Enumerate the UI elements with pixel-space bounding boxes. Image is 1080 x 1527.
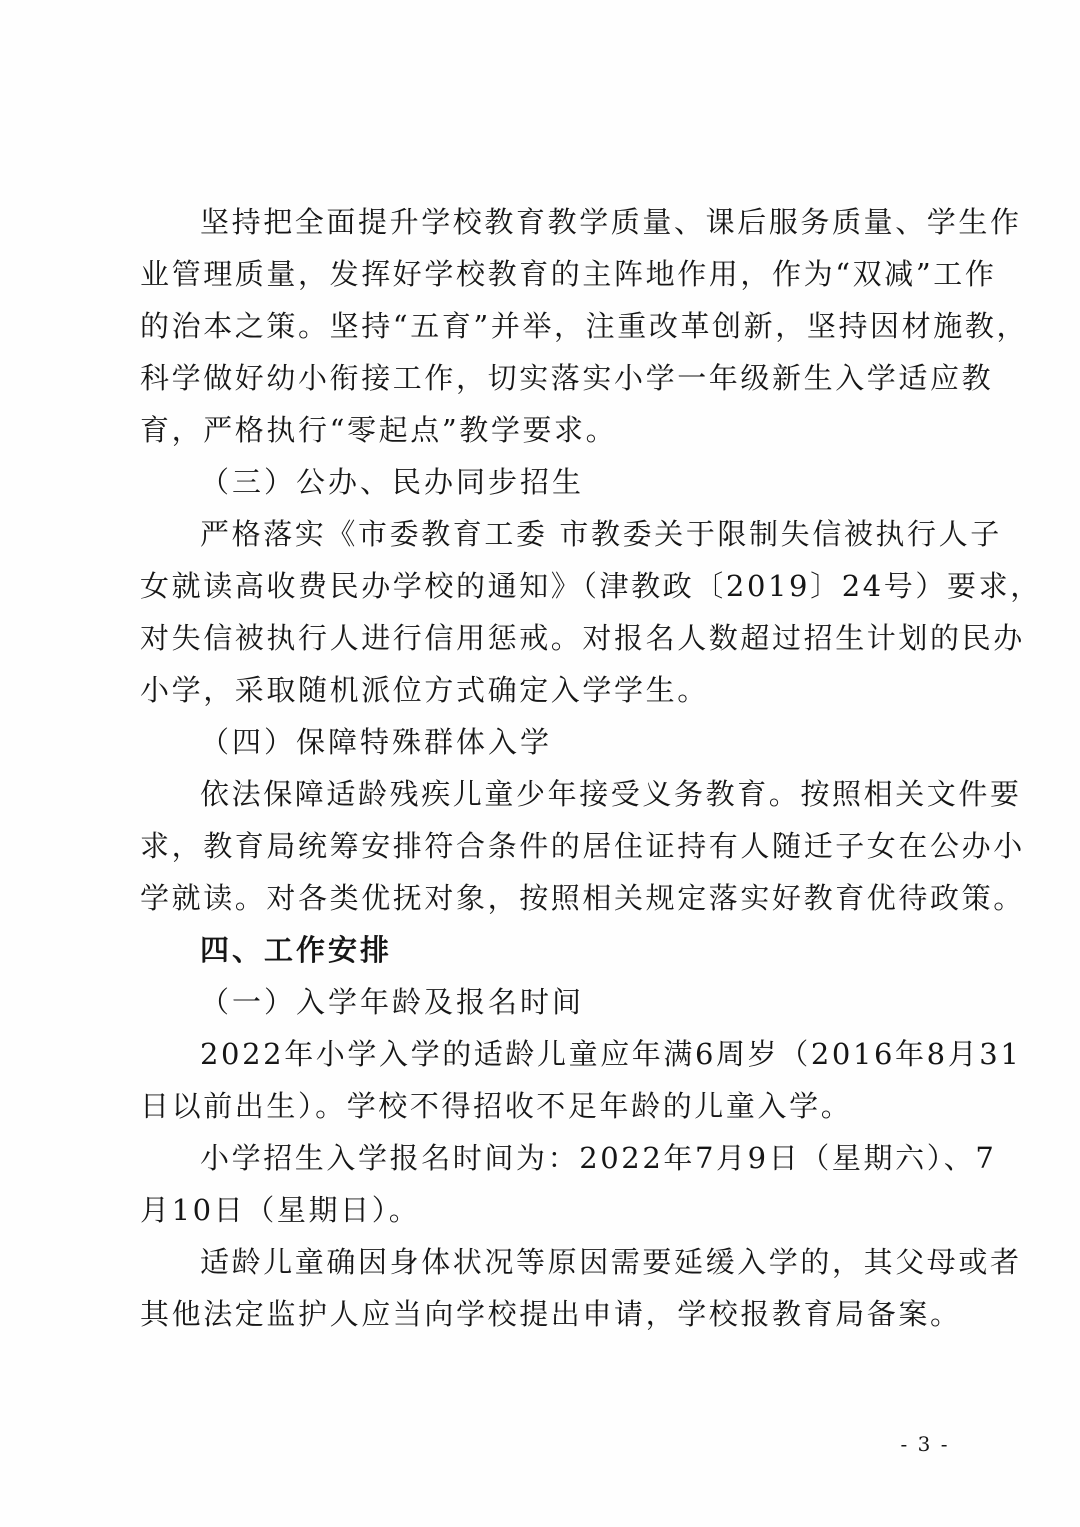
paragraph-line: 月10日（星期日）。 — [140, 1193, 421, 1227]
paragraph-line: 对失信被执行人进行信用惩戒。对报名人数超过招生计划的民办 — [140, 621, 1025, 655]
paragraph-line: 小学，采取随机派位方式确定入学学生。 — [140, 673, 709, 707]
paragraph-line: 坚持把全面提升学校教育教学质量、课后服务质量、学生作 — [200, 205, 1022, 239]
paragraph-line: 日以前出生）。学校不得招收不足年龄的儿童入学。 — [140, 1089, 853, 1123]
paragraph-line: 女就读高收费民办学校的通知》（津教政〔2019〕24号）要求， — [140, 569, 1042, 603]
section-subheading: （三）公办、民办同步招生 — [200, 465, 585, 499]
paragraph-line: 的治本之策。坚持“五育”并举，注重改革创新，坚持因材施教， — [140, 309, 1029, 343]
section-subheading: （四）保障特殊群体入学 — [200, 725, 553, 759]
paragraph-line: 2022年小学入学的适龄儿童应年满6周岁（2016年8月31 — [200, 1037, 1022, 1071]
paragraph-line: 科学做好幼小衔接工作，切实落实小学一年级新生入学适应教 — [140, 361, 994, 395]
page-number: - 3 - — [900, 1432, 950, 1456]
section-subheading: （一）入学年龄及报名时间 — [200, 985, 585, 1019]
section-heading: 四、工作安排 — [200, 933, 393, 967]
paragraph-line: 学就读。对各类优抚对象，按照相关规定落实好教育优待政策。 — [140, 881, 1025, 915]
paragraph-line: 依法保障适龄残疾儿童少年接受义务教育。按照相关文件要 — [200, 777, 1022, 811]
paragraph-line: 适龄儿童确因身体状况等原因需要延缓入学的，其父母或者 — [200, 1245, 1022, 1279]
paragraph-line: 严格落实《市委教育工委 市教委关于限制失信被执行人子 — [200, 517, 1002, 551]
paragraph-line: 业管理质量，发挥好学校教育的主阵地作用，作为“双减”工作 — [140, 257, 997, 291]
paragraph-line: 其他法定监护人应当向学校提出申请，学校报教育局备案。 — [140, 1297, 962, 1331]
paragraph-line: 小学招生入学报名时间为：2022年7月9日（星期六）、7 — [200, 1141, 997, 1175]
paragraph-line: 育，严格执行“零起点”教学要求。 — [140, 413, 618, 447]
paragraph-line: 求，教育局统筹安排符合条件的居住证持有人随迁子女在公办小 — [140, 829, 1025, 863]
